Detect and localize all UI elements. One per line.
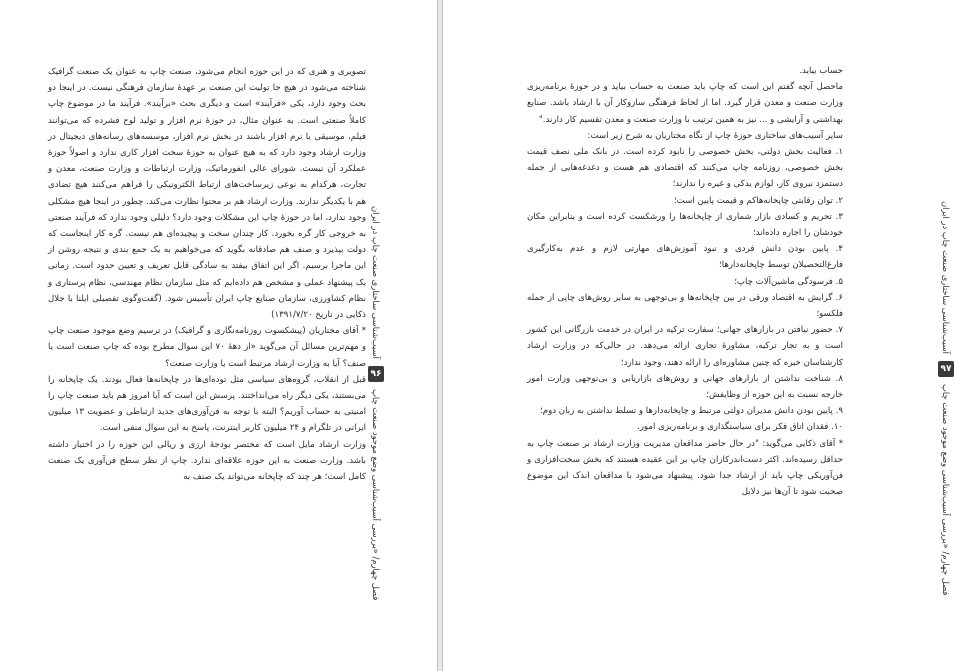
right-running-head xyxy=(937,201,955,595)
paragraph: * آقای مختاریان (پیشکسوت روزنامه‌نگاری و گرافیک) در ترسیم وضع موجود صنعت چاپ و مهم‌ترین مسائل آن می‌گوید «از دهۀ ۷۰ این سوال مطرح بوده که چاپ صنعت است یا صنف؟ آیا به وزارت ارشاد مرتبط است یا وزارت صنعت؟ xyxy=(48,326,366,369)
paragraph: قبل از انقلاب، گروه‌های سیاسی مثل توده‌ای‌ها در چاپخانه‌ها فعال بودند. یک چاپخانه را می‌بستند، یکی دیگر راه می‌انداختند. پرسش این است که آیا امروز هم باید صنعت چاپ را امنیتی به حساب آوریم؟ البته با توجه به فن‌آوری‌های جدید ارتباطی و عضویت ۱۳ میلیون ایرانی در تلگرام و ۲۴ میلیون کاربر اینترنت، پاسخ به این سوال منفی است. xyxy=(48,374,366,434)
page-number: ۹۷ xyxy=(938,361,954,377)
left-page-body xyxy=(48,64,366,485)
paragraph: * آقای ذکایی می‌گوید: "در حال حاضر مداقعان مدیریت وزارت ارشاد بر صنعت چاپ به حداقل رسیده‌اند. اکثر دست‌اندرکاران چاپ بر این عقیده هستند که بخش سخت‌افزاری و فن‌آوریکی چاپ باید از ارشاد جدا شود. پیشنهاد می‌شود با مداقعان اندک این موضوع صحبت شود تا آن‌ها نیز دلایل xyxy=(527,438,843,498)
paragraph: حساب بیاید. xyxy=(799,66,843,76)
list-item: ۲. توان رقابتی چاپخانه‌هاکم و قیمت پایین است؛ xyxy=(673,195,843,206)
list-item: ۷. حضور نیافتن در بازارهای جهانی؛ سفارت ترکیه در ایران در خدمت بازرگانی این کشور است و به تجار ترکیه، مشاورۀ تجاری ارائه می‌دهد. در حالی‌که در وزارت ارشاد کارشناسان خبره که چنین مشاوره‌ای را ارائه دهند، وجود ندارد؛ xyxy=(527,325,843,368)
list-item: ۳. تحریم و کسادی بازار شماری از چاپخانه‌ها را ورشکست کرده است و بنابراین مکان خودشان را اجاره داده‌اند؛ xyxy=(527,211,843,239)
left-page xyxy=(0,0,437,671)
running-head-title: آسیب‌شناسی ساختاری صنعت چاپ در ایران xyxy=(941,201,951,354)
paragraph: وزارت ارشاد مایل است که مختصر بودجۀ ارزی و ریالی این حوزه را در اختیار داشته باشد. وزارت صنعت به این حوزه علاقه‌ای ندارد. چاپ از نظر سطح فن‌آوری یک صنعت کامل است؛ هر چند که چاپخانه می‌تواند یک صنف به xyxy=(48,439,366,483)
right-page-body xyxy=(527,63,843,500)
list-item: ۱. فعالیت بخش دولتی، بخش خصوصی را نابود کرده است. در بانک ملی نصف قیمت بخش خصوصی، روزنامه چاپ می‌کنند که اقتصادی هم هست و دغدغه‌هایی از جمله دستمزد نیروی کار، لوازم یدکی و غیره را ندارند؛ xyxy=(527,147,843,190)
list-item: ۹. پایین بودن دانش مدیران دولتی مرتبط و چاپخانه‌دارها و تسلط نداشتن به زبان دوم؛ xyxy=(540,406,843,417)
running-head-title: آسیب‌شناسی ساختاری صنعت چاپ در ایران xyxy=(371,206,381,359)
paragraph: سایر آسیب‌های ساختاری حوزۀ چاپ از نگاه مختاریان به شرح زیر است: xyxy=(587,130,843,141)
right-page xyxy=(443,0,952,671)
running-head-chapter: فصل چهارم/ «بررسی آسیب‌شناسی وضع موجود صنعت چاپ xyxy=(371,388,381,601)
list-item: ۵. فرسودگی ماشین‌آلات چاپ؛ xyxy=(734,276,843,287)
list-item: ۴. پایین بودن دانش فردی و نبود آموزش‌های مهارتی لازم و عدم به‌کارگیری فارغ‌التحصیلان توسط چاپخانه‌دارها؛ xyxy=(527,244,843,271)
paragraph: تصویری و هنری که در این حوزه انجام می‌شود، صنعت چاپ به عنوان یک صنعت گرافیک شناخته می‌شود در هیچ جا تولیت این صنعت بر عهدۀ سازمان فرهنگی نیست. در اینجا دو بحث وجود دارد، یکی «فرآیند» است و دیگری بحث «برآیند». فرآیند ما در موضوع چاپ کاملاً صنعتی است. به عنوان مثال، در حوزۀ نرم افزار و تولید لوح فشرده که می‌توانند فیلم، موسیقی یا نرم افزار باشند در بخش نرم افزار، موسسه‌های رسانه‌های دیجیتال در وزارت ارشاد وجود دارد که به هیچ عنوان به حوزۀ سخت افزار کاری ندارد و اصولاً حوزۀ عملکرد آن نیست. شورای عالی انفورماتیک، وزارت ارتباطات و وزارت صنعت، معدن و تجارت، هرکدام به نوعی زیرساخت‌های ارتباط الکترونیکی را فراهم می‌کنند هیچ تضادی هم با یکدیگر ندارند. وزارت ارشاد هم بر محتوا نظارت می‌کند. چطور در اینجا هیچ مشکلی وجود ندارد، اما در حوزۀ چاپ این مشکلات وجود دارد؟ دلیلی وجود ندارد که فرآیند صنعتی به خروجی کار گره بخورد. کار چندان سخت و پیچیده‌ای هم نیست. گره کار اینجاست که دولت بپذیرد و صنف هم صادقانه بگوید که می‌خواهیم به یک جمع بندی و نتیجه روشن از این ماجرا برسیم. اگر این اتفاق بیفتد به سادگی قابل تعریف و تعیین حدود است. زمانی یک پیشنهاد عملی و مشخص هم داده‌ایم که مثل سازمان نظام مهندسی، نظام پرستاری و نظام کشاورزی، سازمان صنایع چاپ ایران تأسیس شود. (گفت‌وگوی تفصیلی ایلنا با جلال ذکایی در تاریخ ۱۳۹۱/۷/۲۰) xyxy=(48,67,366,321)
list-item: ۱۰. فقدان اتاق فکر برای سیاستگذاری و برنامه‌ریزی امور. xyxy=(637,422,843,433)
left-running-head xyxy=(367,206,385,600)
running-head-chapter: فصل چهارم/ «بررسی آسیب‌شناسی وضع موجود صنعت چاپ xyxy=(941,383,951,596)
list-item: ۸. شناخت نداشتن از بازارهای جهانی و روش‌های بازاریابی و بی‌توجهی وزارت امور خارجه نسبت به این حوزه از وظایفش؛ xyxy=(527,373,843,401)
paragraph: ماحصل آنچه گفتم این است که چاپ باید صنعت به حساب بیاید و در حوزۀ برنامه‌ریزی وزارت صنعت و معدن قرار گیرد. اما از لحاظ فرهنگی سازوکار آن با ارشاد باشد. صنایع بهداشتی و آرایشی و ... نیز به همین ترتیب با وزارت صنعت و معدن تقسیم کار دارند." xyxy=(527,82,843,125)
page-number: ۹۶ xyxy=(368,366,384,382)
list-item: ۶. گرایش به اقتصاد ورقی در بین چاپخانه‌ها و بی‌توجهی به سایر روش‌های چاپی از جمله فلکسو؛ xyxy=(527,292,843,320)
